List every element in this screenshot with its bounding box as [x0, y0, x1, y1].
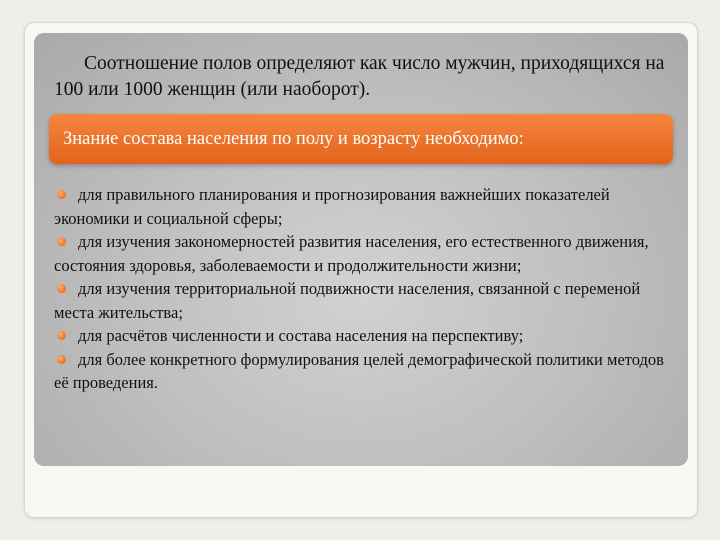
- list-item: [54, 230, 678, 277]
- intro-paragraph: Соотношение полов определяют как число мужчин, приходящихся на 100 или 1000 женщин (или наоборот).: [54, 53, 665, 100]
- bullet-icon: [57, 331, 66, 340]
- slide-panel: [34, 33, 688, 466]
- bullet-icon: [57, 284, 66, 293]
- list-item-text: для изучения территориальной подвижности населения, связанной с переменой места жительства;: [54, 279, 641, 322]
- list-item-text: для расчётов численности и состава населения на перспективу;: [78, 326, 524, 345]
- list-item-text: для правильного планирования и прогнозирования важнейших показателей экономики и социальной сферы;: [54, 185, 610, 228]
- list-item-text: для более конкретного формулирования целей демографической политики методов её проведения.: [54, 349, 664, 392]
- list-item: [54, 277, 678, 324]
- purpose-list: [54, 183, 678, 395]
- bullet-icon: [57, 355, 66, 364]
- section-banner: Знание состава населения по полу и возрасту необходимо:: [49, 114, 673, 164]
- list-item: [54, 324, 678, 348]
- list-item: [54, 348, 678, 395]
- bullet-icon: [57, 237, 66, 246]
- list-item: [54, 183, 678, 230]
- list-item-text: для изучения закономерностей развития населения, его естественного движения, состояния здоровья, заболеваемости и продолжительности жизни;: [54, 232, 649, 275]
- bullet-icon: [57, 190, 66, 199]
